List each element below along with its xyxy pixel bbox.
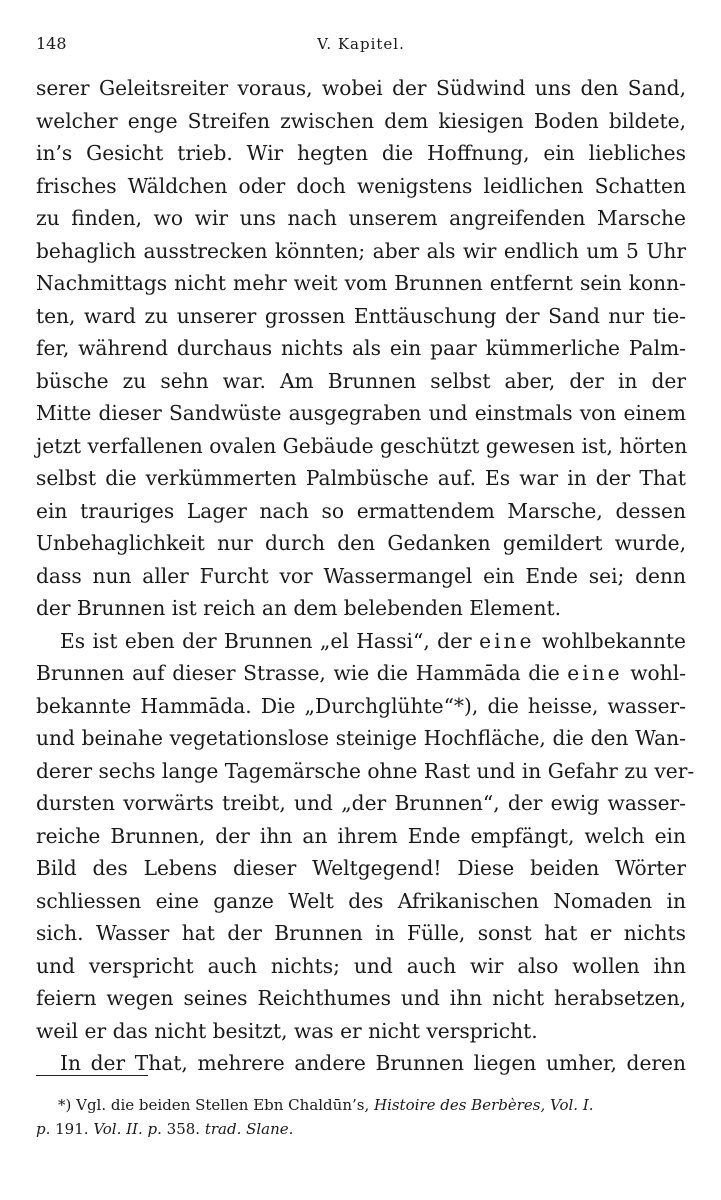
page-number: 148 bbox=[36, 34, 67, 53]
text-line: feiern wegen seines Reichthumes und ihn nicht herabsetzen, bbox=[36, 986, 686, 1010]
footnote-line bbox=[36, 1093, 686, 1117]
text-line: ten, ward zu unserer grossen Enttäuschung der Sand nur tie- bbox=[36, 303, 686, 328]
text-line: und beinahe vegetationslose steinige Hochfläche, die den Wan- bbox=[36, 726, 686, 750]
text-segment: wohlbekannte bbox=[534, 628, 686, 653]
page-header bbox=[36, 34, 686, 58]
text-line: der Brunnen ist reich an dem belebenden Element. bbox=[36, 596, 561, 620]
text-line: jetzt verfallenen ovalen Gebäude geschützt gewesen ist, hörten bbox=[36, 433, 688, 458]
text-line: frisches Wäldchen oder doch wenigstens leidlichen Schatten bbox=[36, 173, 686, 198]
text-line: Unbehaglichkeit nur durch den Gedanken gemildert wurde, bbox=[36, 531, 686, 555]
text-line: selbst die verkümmerten Palmbüsche auf. Es war in der That bbox=[36, 466, 686, 490]
text-line bbox=[36, 625, 686, 658]
text-line: bekannte Hammāda. Die „Durchglühte“*), die heisse, wasser- bbox=[36, 693, 686, 718]
text-line: serer Geleitsreiter voraus, wobei der Südwind uns den Sand, bbox=[36, 76, 686, 100]
footnote-text: p. bbox=[36, 1120, 51, 1138]
text-line: schliessen eine ganze Welt des Afrikanischen Nomaden in bbox=[36, 888, 686, 913]
footnote-divider bbox=[36, 1075, 148, 1076]
text-line: dursten vorwärts treibt, und „der Brunnen“, der ewig wasser- bbox=[36, 791, 686, 815]
footnote-title: Histoire des Berbères, Vol. I. bbox=[373, 1096, 594, 1114]
text-line: reiche Brunnen, der ihn an ihrem Ende empfängt, welch ein bbox=[36, 823, 686, 848]
text-line: welcher enge Streifen zwischen dem kiesigen Boden bildete, bbox=[36, 108, 686, 133]
footnote-line bbox=[36, 1117, 686, 1141]
paragraph-2 bbox=[36, 625, 695, 1048]
body-text bbox=[36, 72, 695, 1080]
text-line: In der That, mehrere andere Brunnen liegen umher, deren bbox=[60, 1051, 686, 1075]
text-line: zu finden, wo wir uns nach unserem angreifenden Marsche bbox=[36, 206, 686, 230]
text-line: weil er das nicht besitzt, was er nicht verspricht. bbox=[36, 1018, 538, 1043]
footnote-text: *) Vgl. die beiden Stellen Ebn Chaldūn’s, bbox=[58, 1096, 374, 1114]
footnote-text: trad. Slane. bbox=[204, 1120, 294, 1138]
text-line: Mitte dieser Sandwüste ausgegraben und einstmals von einem bbox=[36, 401, 686, 425]
text-segment: Brunnen auf dieser Strasse, wie die Hammāda die bbox=[36, 661, 568, 685]
emphasis-spaced: eine bbox=[479, 628, 535, 653]
running-head: V. Kapitel. bbox=[317, 35, 405, 53]
footnote-text: Vol. II. p. bbox=[93, 1120, 162, 1138]
paragraph-1 bbox=[36, 72, 686, 625]
text-line: sich. Wasser hat der Brunnen in Fülle, sonst hat er nichts bbox=[36, 921, 686, 945]
footnote bbox=[36, 1093, 686, 1141]
text-line: und verspricht auch nichts; und auch wir also wollen ihn bbox=[36, 953, 686, 978]
text-line: derer sechs lange Tagemärsche ohne Rast und in Gefahr zu ver- bbox=[36, 758, 695, 783]
text-line: ein trauriges Lager nach so ermattendem Marsche, dessen bbox=[36, 498, 686, 523]
text-line: in’s Gesicht trieb. Wir hegten die Hoffnung, ein liebliches bbox=[36, 141, 686, 165]
text-line: dass nun aller Furcht vor Wassermangel ein Ende sei; denn bbox=[36, 563, 686, 588]
footnote-text: 191. bbox=[50, 1120, 94, 1138]
emphasis-spaced: eine bbox=[567, 661, 623, 685]
text-line: büsche zu sehn war. Am Brunnen selbst aber, der in der bbox=[36, 368, 686, 393]
text-segment: wohl- bbox=[622, 661, 686, 685]
text-line: Nachmittags nicht mehr weit vom Brunnen entfernt sein konn- bbox=[36, 271, 686, 295]
text-line: Bild des Lebens dieser Weltgegend! Diese beiden Wörter bbox=[36, 856, 686, 880]
text-segment: Es ist eben der Brunnen „el Hassi“, der bbox=[60, 628, 480, 653]
footnote-text: 358. bbox=[161, 1120, 205, 1138]
text-line bbox=[36, 657, 686, 690]
text-line: fer, während durchaus nichts als ein paar kümmerliche Palm- bbox=[36, 336, 686, 360]
text-line: behaglich ausstrecken könnten; aber als wir endlich um 5 Uhr bbox=[36, 238, 686, 263]
